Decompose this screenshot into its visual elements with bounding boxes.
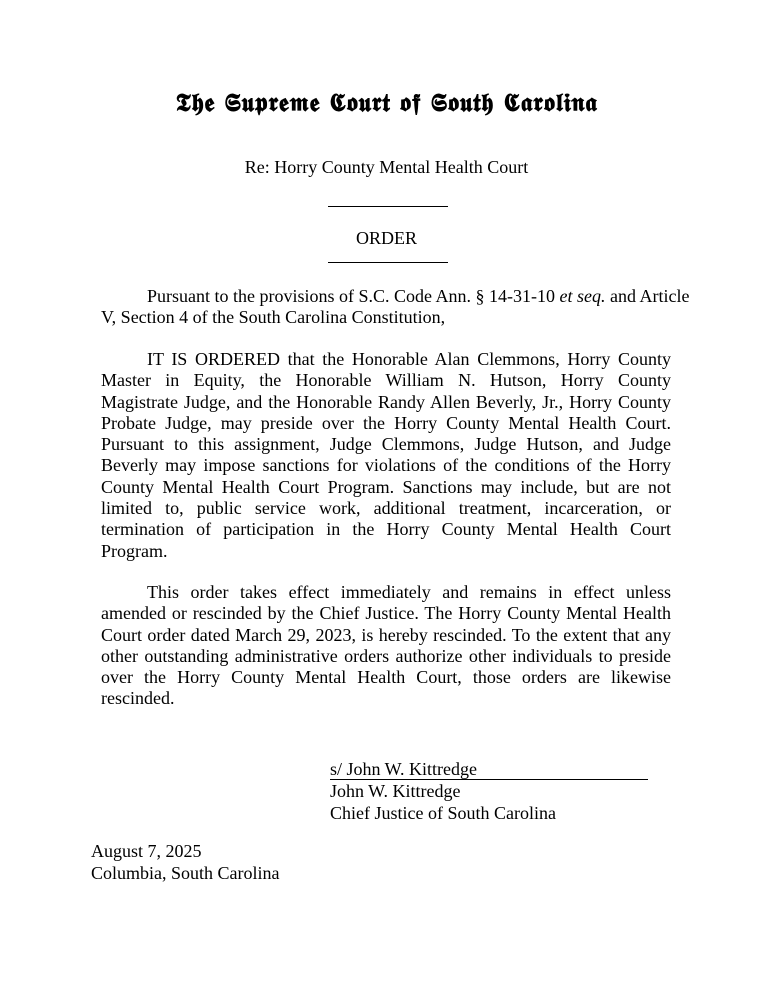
signer-name: John W. Kittredge (330, 781, 461, 801)
court-title: 𝕿𝖍𝖊 𝕾𝖚𝖕𝖗𝖊𝖒𝖊 𝕮𝖔𝖚𝖗𝖙 𝖔𝖋 𝕾𝖔𝖚𝖙𝖍 𝕮𝖆𝖗𝖔𝖑𝖎𝖓𝖆 (175, 88, 598, 117)
paragraph-line: amended or rescinded by the Chief Justice. The Horry County Mental Health (101, 603, 671, 624)
electronic-signature: s/ John W. Kittredge (330, 760, 648, 780)
paragraph-line: Probate Judge, may preside over the Horry County Mental Health Court. (101, 412, 671, 433)
order-heading: ORDER (355, 228, 417, 248)
order-location: Columbia, South Carolina (91, 863, 280, 883)
paragraph-line: County Mental Health Court Program. Sanctions may include, but are not (101, 476, 671, 497)
paragraph-line: This order takes effect immediately and remains in effect unless (147, 582, 671, 602)
paragraph-line: Magistrate Judge, and the Honorable Randy Allen Beverly, Jr., Horry County (101, 391, 671, 412)
paragraph-line: other outstanding administrative orders authorize other individuals to preside (101, 645, 671, 666)
paragraph-line (101, 286, 690, 307)
paragraph-line: IT IS ORDERED that the Honorable Alan Clemmons, Horry County (147, 349, 671, 369)
paragraph-text: Pursuant to the provisions of S.C. Code Ann. § 14-31-10 (147, 286, 560, 306)
heading-rule-bottom (328, 262, 448, 263)
paragraph-effective (101, 582, 671, 710)
paragraph-pursuant (101, 286, 690, 329)
et-seq-italic: et seq. (559, 286, 606, 306)
signer-title: Chief Justice of South Carolina (330, 803, 556, 823)
heading-rule-top (328, 206, 448, 207)
paragraph-line: Court order dated March 29, 2023, is hereby rescinded. To the extent that any (101, 624, 671, 645)
paragraph-line: limited to, public service work, additional treatment, incarceration, or (101, 498, 671, 519)
paragraph-line: termination of participation in the Horry County Mental Health Court (101, 519, 671, 540)
signature-block (330, 760, 648, 824)
paragraph-line: Master in Equity, the Honorable William N. Hutson, Horry County (101, 370, 671, 391)
paragraph-ordered (101, 349, 671, 562)
paragraph-line: over the Horry County Mental Health Court, those orders are likewise (101, 667, 671, 688)
paragraph-line: Program. (101, 540, 168, 561)
order-date: August 7, 2025 (91, 841, 202, 861)
paragraph-text: and Article (605, 286, 690, 306)
date-location-block (91, 840, 280, 884)
re-line: Re: Horry County Mental Health Court (244, 157, 529, 177)
paragraph-line: Pursuant to this assignment, Judge Clemmons, Judge Hutson, and Judge (101, 434, 671, 455)
paragraph-line: V, Section 4 of the South Carolina Constitution, (101, 307, 446, 328)
paragraph-line: rescinded. (101, 688, 175, 709)
paragraph-line: Beverly may impose sanctions for violations of the conditions of the Horry (101, 455, 671, 476)
